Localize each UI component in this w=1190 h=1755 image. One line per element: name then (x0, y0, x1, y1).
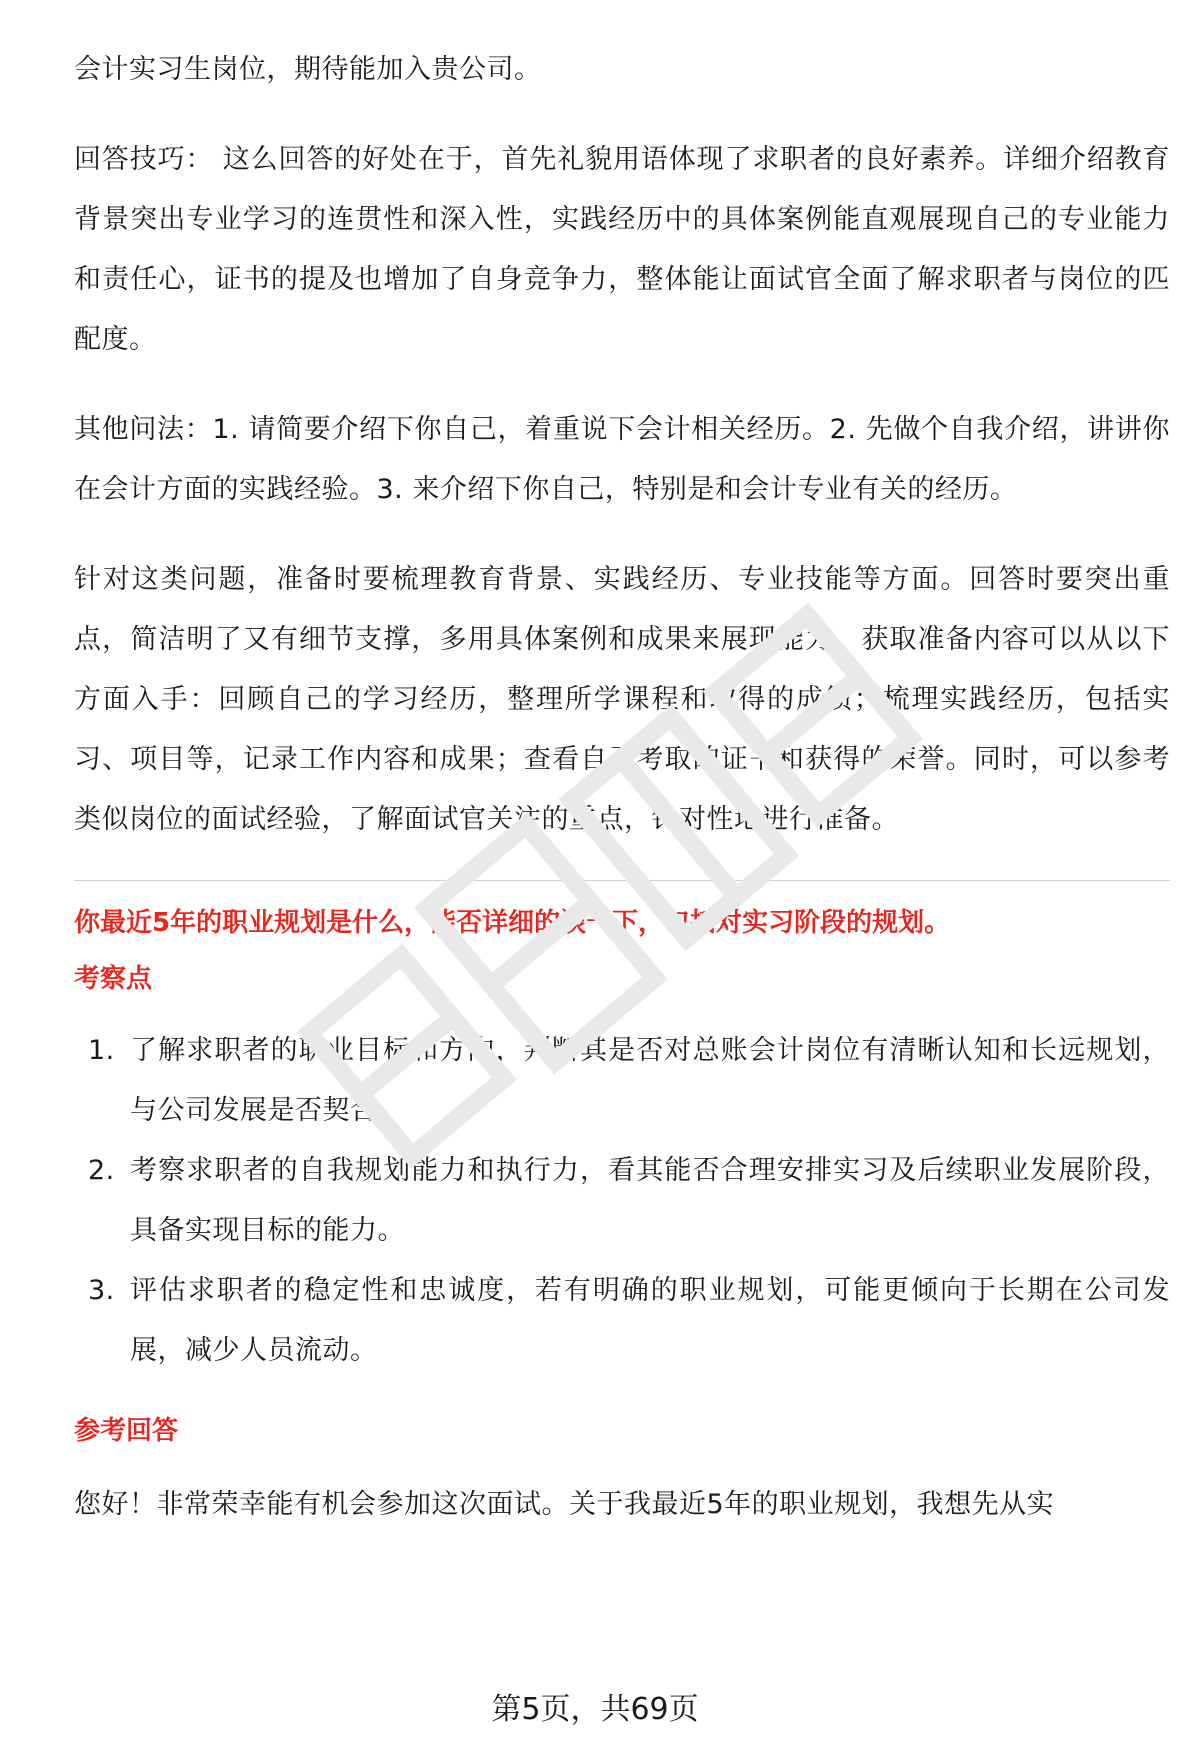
paragraph-other-questions: 其他问法：1. 请简要介绍下你自己，着重说下会计相关经历。2. 先做个自我介绍，讲讲你在会计方面的实践经验。3. 来介绍下你自己，特别是和会计专业有关的经历。 (74, 414, 1170, 505)
question-heading: 你最近5年的职业规划是什么，能否详细的谈一下，包括对实习阶段的规划。 (74, 908, 951, 938)
assessment-heading: 考察点 (74, 964, 153, 994)
document-page (74, 40, 1170, 1535)
paragraph-preparation-advice: 针对这类问题，准备时要梳理教育背景、实践经历、专业技能等方面。回答时要突出重点，简洁明了又有细节支撑，多用具体案例和成果来展现能力。获取准备内容可以从以下方面入手：回顾自己的学习经历，整理所学课程和取得的成绩；梳理实践经历，包括实习、项目等，记录工作内容和成果；查看自己考取的证书和获得的荣誉。同时，可以参考类似岗位的面试经验，了解面试官关注的重点，针对性地进行准备。 (74, 564, 1170, 835)
assessment-list (74, 1021, 1170, 1381)
list-item-text: 考察求职者的自我规划能力和执行力，看其能否合理安排实习及后续职业发展阶段，具备实现目标的能力。 (130, 1155, 1170, 1246)
section-divider (74, 880, 1170, 881)
list-item-number: 3. (88, 1275, 115, 1306)
paragraph-intro-end: 会计实习生岗位，期待能加入贵公司。 (74, 54, 542, 85)
list-item-number: 1. (88, 1035, 115, 1066)
reference-answer-heading: 参考回答 (74, 1416, 179, 1446)
list-item (74, 1141, 1170, 1261)
list-item-text: 评估求职者的稳定性和忠诚度，若有明确的职业规划，可能更倾向于长期在公司发展，减少人员流动。 (130, 1275, 1170, 1366)
page-footer: 第5页，共69页 (491, 1692, 699, 1727)
paragraph-answer-tips: 回答技巧： 这么回答的好处在于，首先礼貌用语体现了求职者的良好素养。详细介绍教育背景突出专业学习的连贯性和深入性，实践经历中的具体案例能直观展现自己的专业能力和责任心，证书的提及也增加了自身竞争力，整体能让面试官全面了解求职者与岗位的匹配度。 (74, 144, 1170, 355)
list-item-number: 2. (88, 1155, 115, 1186)
list-item (74, 1021, 1170, 1141)
reference-answer-text: 您好！非常荣幸能有机会参加这次面试。关于我最近5年的职业规划，我想先从实 (74, 1489, 1055, 1520)
list-item (74, 1261, 1170, 1381)
list-item-text: 了解求职者的职业目标和方向，判断其是否对总账会计岗位有清晰认知和长远规划，与公司发展是否契合。 (130, 1035, 1170, 1126)
